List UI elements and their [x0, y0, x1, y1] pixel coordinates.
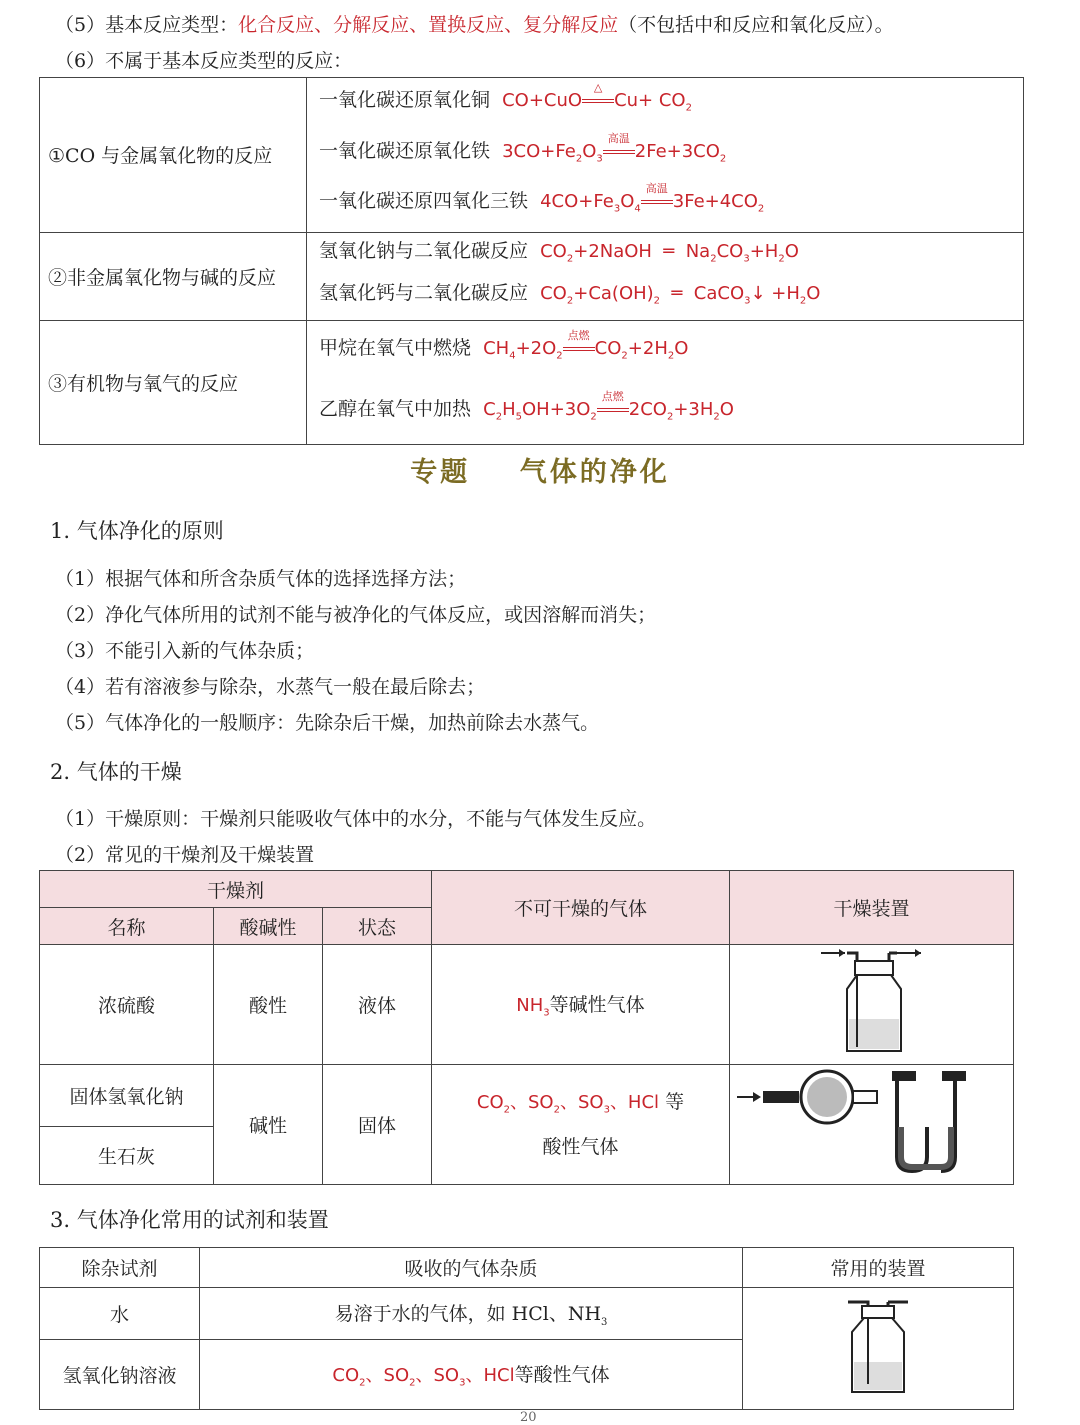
r1-device: [730, 945, 1014, 1065]
s1-item: （1）根据气体和所含杂质气体的选择选择方法；: [55, 568, 467, 590]
p-device: [743, 1288, 1014, 1410]
r1-name: 浓硫酸: [40, 945, 214, 1065]
dryer-table: [39, 870, 1014, 1185]
eq-ch4: 甲烷在氧气中燃烧 $CH_4+2O_2$ 点燃 $CO_2+2H_2O$: [319, 328, 689, 362]
s1-item: （4）若有溶液参与除杂，水蒸气一般在最后除去；: [55, 676, 486, 698]
r2-name2: 生石灰: [40, 1127, 214, 1185]
s1-item: （2）净化气体所用的试剂不能与被净化的气体反应，或因溶解而消失；: [55, 604, 657, 626]
h-dryer: 干燥剂: [40, 871, 432, 908]
p-r1-reagent: 水: [40, 1288, 200, 1340]
row-co-label: ①CO 与金属氧化物的反应: [40, 78, 307, 233]
h-impurity: 吸收的气体杂质: [200, 1248, 743, 1288]
eq-co-fe2o3: 一氧化碳还原氧化铁 $3CO+Fe_2O_3$ 高温 $2Fe+3CO_2$: [319, 131, 727, 165]
p-r1-impurity: 易溶于水的气体，如 HCl、$NH_3$: [200, 1288, 743, 1340]
s1-heading: 1. 气体净化的原则: [50, 519, 224, 543]
eq-co-fe3o4: 一氧化碳还原四氧化三铁 $4CO+Fe_3O_4$ 高温 $3Fe+4CO_2$: [319, 182, 765, 215]
h-gas: 不可干燥的气体: [432, 871, 730, 945]
h-state: 状态: [323, 908, 432, 945]
h-acidity: 酸碱性: [214, 908, 323, 945]
p-r2-reagent: 氢氧化钠溶液: [40, 1340, 200, 1410]
r2-state: 固体: [323, 1065, 432, 1185]
item-5: （5）基本反应类型：化合反应、分解反应、置换反应、复分解反应（不包括中和反应和氧化反应）。: [55, 14, 894, 36]
h-name: 名称: [40, 908, 214, 945]
r1-gas: $NH_3$等碱性气体: [432, 945, 730, 1065]
purify-table: [39, 1247, 1014, 1410]
r1-state: 液体: [323, 945, 432, 1065]
reaction-table: [39, 77, 1024, 445]
item-6: （6）不属于基本反应类型的反应：: [55, 50, 353, 72]
s3-heading: 3. 气体净化常用的试剂和装置: [50, 1208, 329, 1232]
r2-gas: $CO_2$、$SO_2$、$SO_3$、HCl 等 酸性气体: [432, 1065, 730, 1185]
h-device3: 常用的装置: [743, 1248, 1014, 1288]
page-number: 20: [520, 1410, 537, 1425]
r1-acidity: 酸性: [214, 945, 323, 1065]
s2-item: （2）常见的干燥剂及干燥装置: [55, 844, 315, 866]
h-device: 干燥装置: [730, 871, 1014, 945]
drying-tube-icon: [737, 1067, 1007, 1177]
row-nonmetal-label: ②非金属氧化物与碱的反应: [40, 232, 307, 320]
h-reagent: 除杂试剂: [40, 1248, 200, 1288]
reaction-types: 化合反应、分解反应、置换反应、复分解反应: [238, 14, 619, 36]
r2-acidity: 碱性: [214, 1065, 323, 1185]
row-organic-label: ③有机物与氧气的反应: [40, 320, 307, 444]
r2-name1: 固体氢氧化钠: [40, 1065, 214, 1127]
eq-c2h5oh: 乙醇在氧气中加热 $C_2H_5OH+3O_2$ 点燃 $2CO_2+3H_2O$: [319, 389, 734, 423]
s1-item: （5）气体净化的一般顺序：先除杂后干燥，加热前除去水蒸气。: [55, 712, 600, 734]
s2-item: （1）干燥原则：干燥剂只能吸收气体中的水分，不能与气体发生反应。: [55, 808, 657, 830]
eq-co-cuo: 一氧化碳还原氧化铜 CO+CuO △ $Cu+ CO_2$: [319, 81, 692, 114]
r2-device: [730, 1065, 1014, 1185]
gas-washing-bottle-icon: [817, 947, 927, 1057]
eq-naoh-co2: 氢氧化钠与二氧化碳反应 $CO_2+2NaOH$ ═ $Na_2CO_3+H_2O$: [319, 239, 799, 265]
gas-washing-bottle-icon: [838, 1296, 918, 1396]
section-title: 专题 气体的净化: [410, 457, 670, 488]
p-r2-impurity: $CO_2$、$SO_2$、$SO_3$、HCl等酸性气体: [200, 1340, 743, 1410]
s2-heading: 2. 气体的干燥: [50, 760, 182, 784]
eq-caoh2-co2: 氢氧化钙与二氧化碳反应 $CO_2+Ca(OH)_2$ ═ CaCO$_3$↓ $+H_2O$: [319, 282, 821, 307]
s1-item: （3）不能引入新的气体杂质；: [55, 640, 315, 662]
